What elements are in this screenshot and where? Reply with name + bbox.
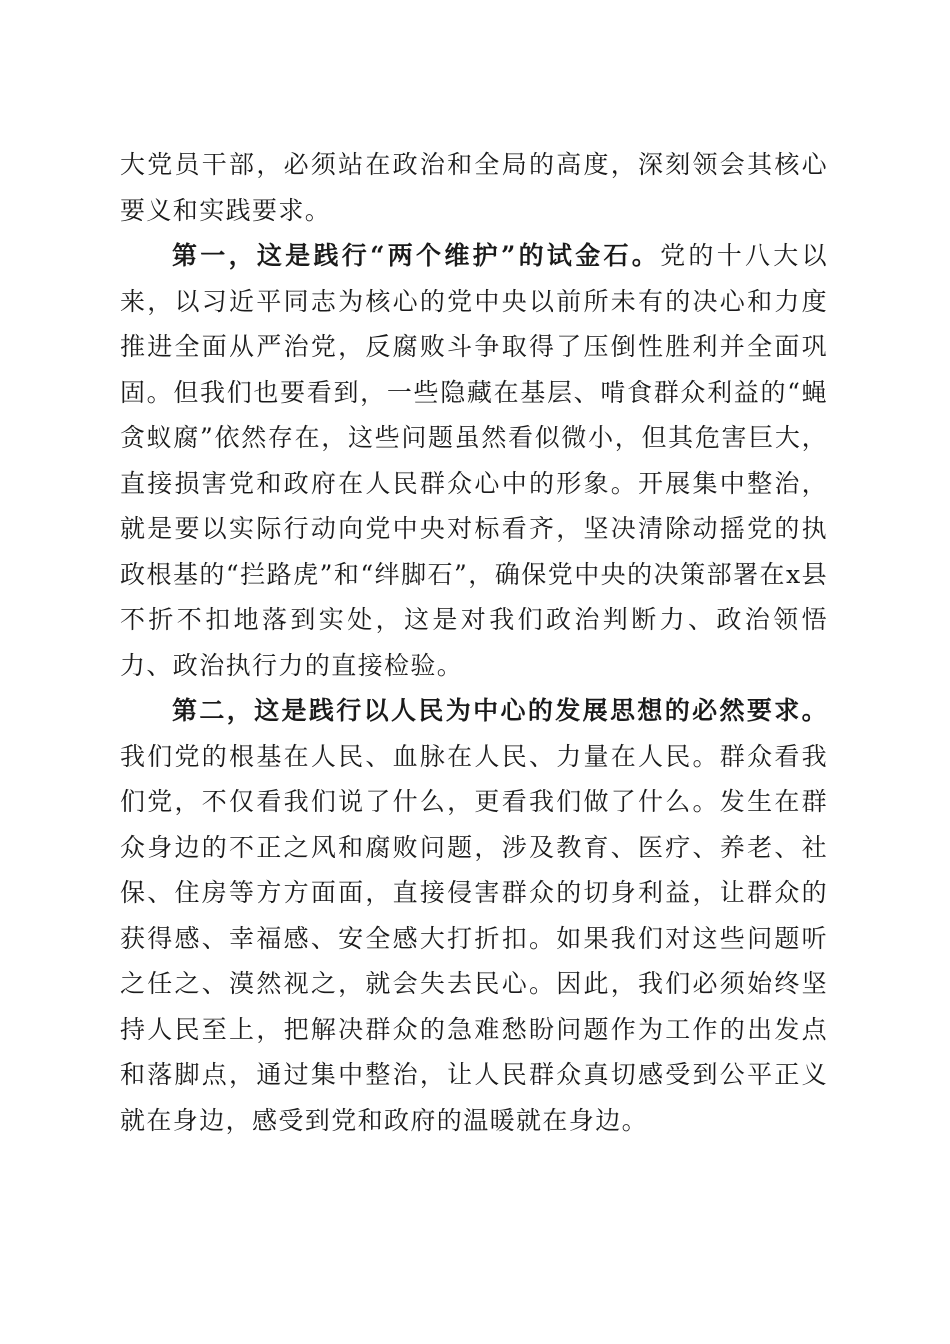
paragraph-second-point bbox=[120, 688, 828, 1143]
paragraph-heading: 第二，这是践行以人民为中心的发展思想的必然要求。 bbox=[172, 696, 828, 725]
paragraph-continuation bbox=[120, 142, 828, 233]
paragraph-body: 我们党的根基在人民、血脉在人民、力量在人民。群众看我们党，不仅看我们说了什么，更看我们做了什么。发生在群众身边的不正之风和腐败问题，涉及教育、医疗、养老、社保、住房等方方面面，直接侵害群众的切身利益，让群众的获得感、幸福感、安全感大打折扣。如果我们对这些问题听之任之、漠然视之，就会失去民心。因此，我们必须始终坚持人民至上，把解决群众的急难愁盼问题作为工作的出发点和落脚点，通过集中整治，让人民群众真切感受到公平正义就在身边，感受到党和政府的温暖就在身边。 bbox=[120, 741, 828, 1135]
paragraph-body: 大党员干部，必须站在政治和全局的高度，深刻领会其核心要义和实践要求。 bbox=[120, 150, 828, 225]
paragraph-heading: 第一，这是践行“两个维护”的试金石。 bbox=[172, 241, 661, 270]
paragraph-first-point bbox=[120, 233, 828, 688]
document-body bbox=[120, 142, 828, 1143]
paragraph-body: 党的十八大以来，以习近平同志为核心的党中央以前所未有的决心和力度推进全面从严治党，反腐败斗争取得了压倒性胜利并全面巩固。但我们也要看到，一些隐藏在基层、啃食群众利益的“蝇贪蚁腐”依然存在，这些问题虽然看似微小，但其危害巨大，直接损害党和政府在人民群众心中的形象。开展集中整治，就是要以实际行动向党中央对标看齐，坚决清除动摇党的执政根基的“拦路虎”和“绊脚石”，确保党中央的决策部署在x县不折不扣地落到实处，这是对我们政治判断力、政治领悟力、政治执行力的直接检验。 bbox=[120, 241, 828, 680]
